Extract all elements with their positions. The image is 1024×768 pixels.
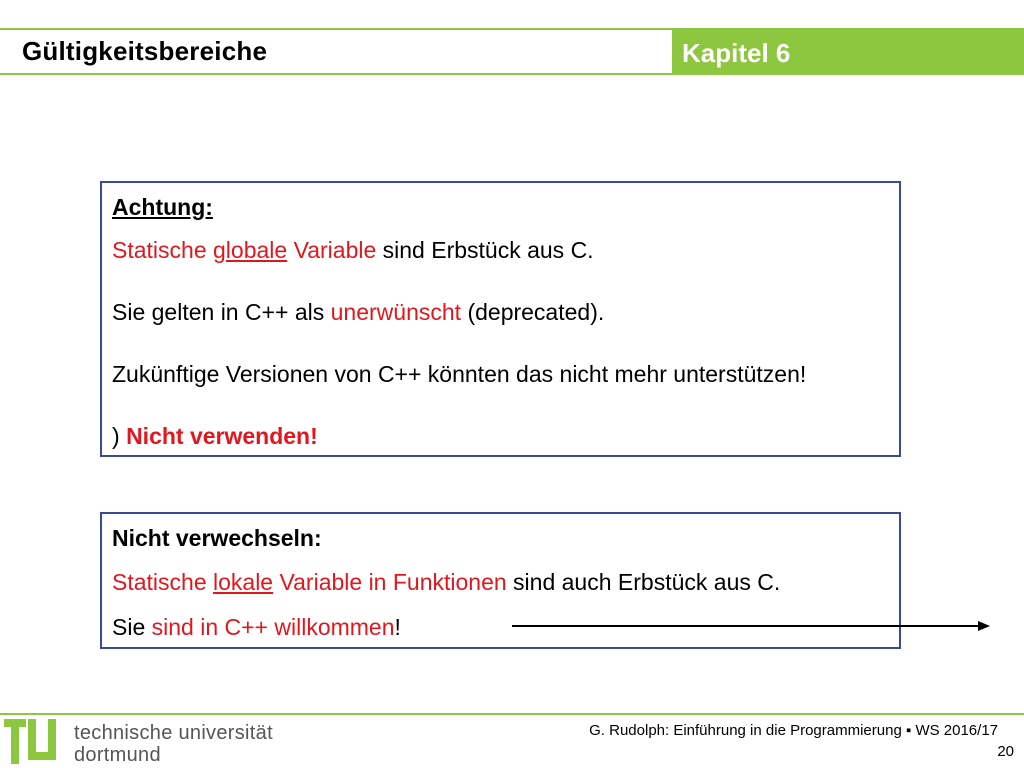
text-red-underlined: globale — [213, 237, 288, 263]
arrow-symbol: ) — [112, 423, 127, 449]
text-plain: Sie gelten in C++ als — [112, 299, 331, 325]
text-red-bold: Nicht verwenden! — [126, 423, 318, 449]
text-red: Statische — [112, 569, 213, 595]
text-red: Variable in Funktionen — [273, 569, 507, 595]
text-red: sind in C++ willkommen — [151, 614, 395, 640]
text-red: unerwünscht — [330, 299, 462, 325]
warning-line-conclusion — [112, 422, 318, 450]
text-red-underlined: lokale — [213, 569, 274, 595]
chapter-label: Kapitel 6 — [682, 38, 791, 68]
warning-box — [100, 181, 901, 457]
warning-line-static-global — [112, 236, 594, 264]
university-name — [74, 722, 273, 766]
text-plain: ! — [394, 614, 401, 640]
text-plain: Sie — [112, 614, 152, 640]
text-plain: (deprecated). — [461, 299, 605, 325]
text-plain: sind auch Erbstück aus C. — [506, 569, 781, 595]
footer-rule — [0, 713, 1024, 715]
footer-credit: G. Rudolph: Einführung in die Programmierung ▪ WS 2016/17 — [589, 722, 998, 739]
page-number: 20 — [997, 743, 1014, 760]
university-line-2: dortmund — [74, 744, 161, 766]
text-red: Statische — [112, 237, 213, 263]
warning-line-deprecated — [112, 298, 604, 326]
header-bottom-rule — [0, 73, 672, 75]
university-line-1: technische universität — [74, 722, 273, 744]
warning-line-future: Zukünftige Versionen von C++ könnten das nicht mehr unterstützen! — [112, 361, 807, 387]
chapter-badge — [672, 29, 1024, 75]
tu-logo-icon — [4, 716, 66, 766]
text-plain: sind Erbstück aus C. — [376, 237, 594, 263]
note-line-welcome — [112, 613, 401, 641]
slide-title: Gültigkeitsbereiche — [22, 36, 268, 66]
warning-heading: Achtung: — [112, 194, 213, 220]
text-red: Variable — [287, 237, 377, 263]
note-line-static-local — [112, 568, 780, 596]
right-arrow-icon — [512, 619, 992, 633]
note-heading: Nicht verwechseln: — [112, 525, 322, 551]
